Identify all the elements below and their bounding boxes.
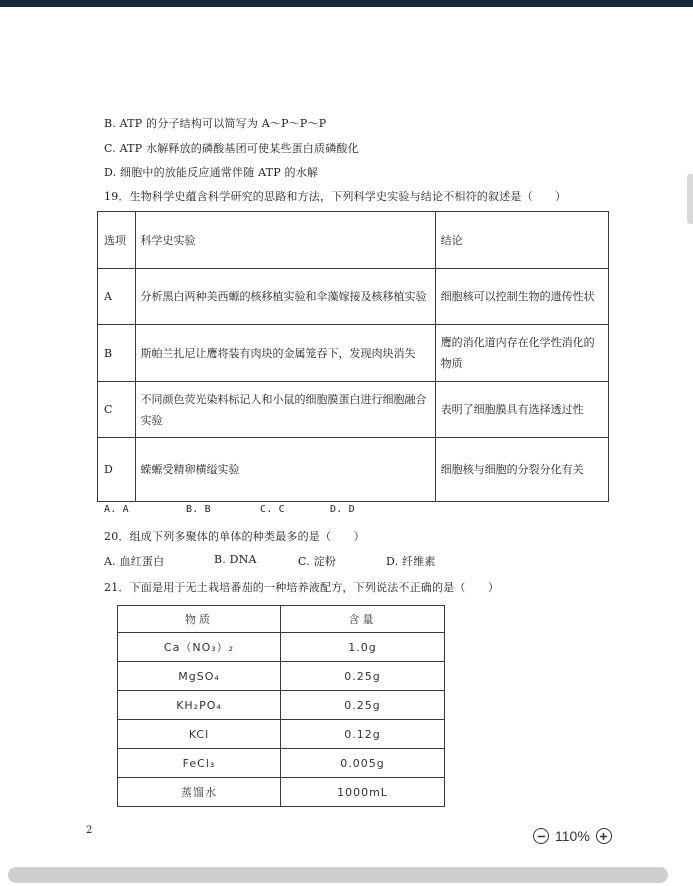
option-b-line: B. ATP 的分子结构可以简写为 A～P～P～P (104, 117, 327, 130)
option-d-line: D. 细胞中的放能反应通常伴随 ATP 的水解 (104, 166, 319, 179)
table-row (118, 662, 445, 691)
row-substance: MgSO₄ (118, 662, 281, 691)
page-number: 2 (86, 825, 93, 836)
table-header-option: 选项 (98, 212, 136, 269)
row-substance: KCl (118, 720, 281, 749)
row-substance: KH₂PO₄ (118, 691, 281, 720)
horizontal-scrollbar[interactable] (0, 857, 693, 886)
q20-choice-c: C. 淀粉 (298, 555, 337, 568)
table-row (118, 778, 445, 807)
row-experiment: 蝾螈受精卵横缢实验 (135, 438, 435, 502)
row-amount: 0.12g (281, 720, 445, 749)
question-20-stem: 20．组成下列多聚体的单体的种类最多的是（ ） (104, 530, 365, 543)
question-19-stem: 19．生物科学史蕴含科学研究的思路和方法，下列科学史实验与结论不相符的叙述是（ ） (104, 190, 567, 203)
q19-choice-a: A. A (104, 504, 129, 515)
q20-choice-b: B. DNA (214, 553, 257, 566)
question-21-stem: 21．下面是用于无土栽培番茄的一种培养液配方，下列说法不正确的是（ ） (104, 581, 500, 594)
row-conclusion: 鹰的消化道内存在化学性消化的物质 (435, 325, 608, 382)
q19-choice-d: D. D (330, 504, 355, 515)
row-amount: 0.25g (281, 691, 445, 720)
option-c-line: C. ATP 水解释放的磷酸基团可使某些蛋白质磷酸化 (104, 142, 359, 155)
top-bar (0, 0, 693, 7)
table-header-conclusion: 结论 (435, 212, 608, 269)
table-row (118, 720, 445, 749)
row-conclusion: 细胞核可以控制生物的遗传性状 (435, 269, 608, 325)
row-substance: FeCl₃ (118, 749, 281, 778)
table-header-substance: 物质 (118, 606, 281, 633)
question-21-table (117, 605, 445, 807)
minus-circle-icon[interactable] (533, 828, 549, 844)
plus-circle-icon[interactable] (596, 828, 612, 844)
q20-choice-a: A. 血红蛋白 (104, 555, 165, 568)
row-amount: 1000mL (281, 778, 445, 807)
zoom-level: 110% (555, 828, 590, 844)
question-19-table (97, 211, 609, 502)
row-experiment: 分析黑白两种美西螈的核移植实验和伞藻嫁接及核移植实验 (135, 269, 435, 325)
row-option: C (98, 382, 136, 438)
row-experiment: 斯帕兰扎尼让鹰将装有肉块的金属笼吞下，发现肉块消失 (135, 325, 435, 382)
table-row (98, 438, 609, 502)
table-header-experiment: 科学史实验 (135, 212, 435, 269)
table-row (98, 382, 609, 438)
row-amount: 0.25g (281, 662, 445, 691)
table-row (118, 691, 445, 720)
scrollbar-thumb[interactable] (8, 867, 668, 883)
row-amount: 1.0g (281, 633, 445, 662)
zoom-controls (533, 825, 612, 847)
document-page (0, 7, 693, 857)
table-header-amount: 含量 (281, 606, 445, 633)
row-substance: 蒸馏水 (118, 778, 281, 807)
q19-choice-c: C. C (260, 504, 285, 515)
q20-choice-d: D. 纤维素 (386, 555, 436, 568)
side-panel-handle[interactable] (687, 174, 693, 224)
row-conclusion: 细胞核与细胞的分裂分化有关 (435, 438, 608, 502)
row-conclusion: 表明了细胞膜具有选择透过性 (435, 382, 608, 438)
table-row (118, 633, 445, 662)
q19-choice-b: B. B (186, 504, 211, 515)
row-experiment: 不同颜色荧光染料标记人和小鼠的细胞膜蛋白进行细胞融合实验 (135, 382, 435, 438)
row-option: A (98, 269, 136, 325)
row-option: B (98, 325, 136, 382)
table-row (118, 749, 445, 778)
row-option: D (98, 438, 136, 502)
row-amount: 0.005g (281, 749, 445, 778)
row-substance: Ca（NO₃）₂ (118, 633, 281, 662)
table-row (98, 269, 609, 325)
table-row (98, 325, 609, 382)
